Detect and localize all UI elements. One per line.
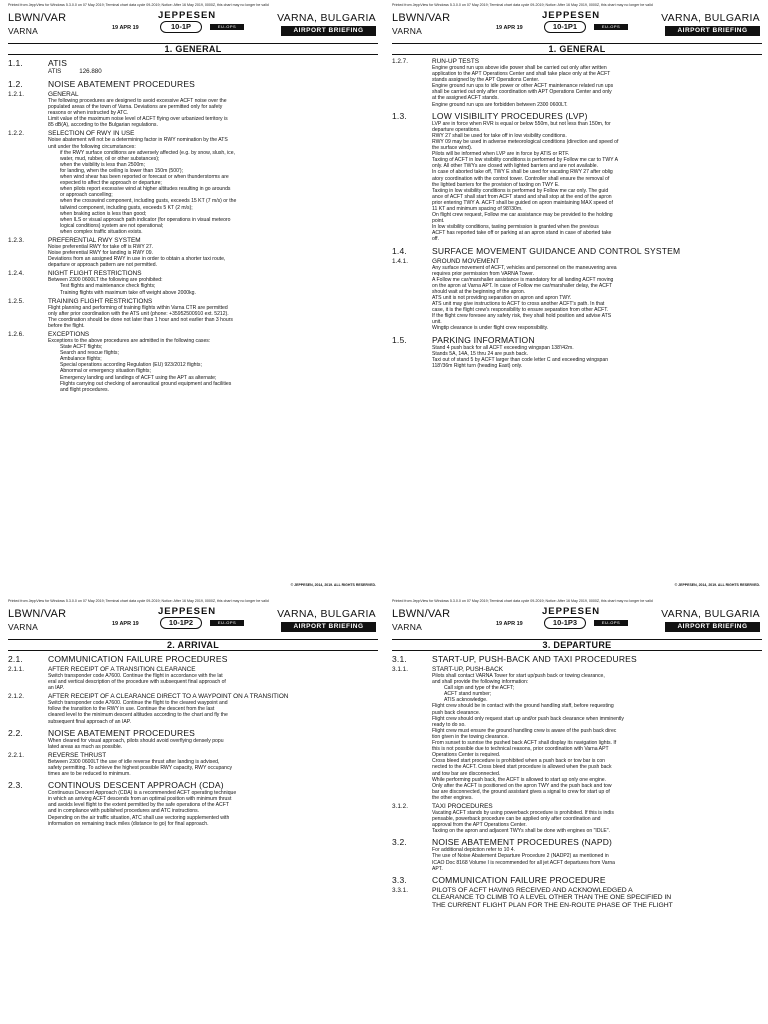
section-heading: 1.4. SURFACE MOVEMENT GUIDANCE AND CONTROL SYSTEM [392,245,681,256]
printed-note: Printed from JeppView for Windows 5.3.0.0 on 07 May 2019; Terminal chart data cycle 09-2019; Notice: After 16 May 2019, 0000Z, this chart may no longer be valid [392,599,653,603]
airport-briefing-label: AIRPORT BRIEFING [665,622,760,632]
chart-page-10-1P1 [392,3,762,590]
jeppesen-logo: JEPPESEN [158,606,217,617]
paragraph: Between 2300 0600LT the use of idle reverse thrust after landing is advised, safety permitting. To achieve the highest possible RWY capacity, RWY occupancy times are to be reduced to minimum. [48,758,233,778]
section-heading: 3.2. NOISE ABATEMENT PROCEDURES (NAPD) [392,837,613,848]
copyright: © JEPPESEN, 2014, 2019. ALL RIGHTS RESERVED. [674,583,760,587]
section-title: 2. ARRIVAL [8,639,378,651]
paragraph: Any surface movement of ACFT, vehicles and personnel on the maneuvering area requires prior permission from VARNA Tower. A Follow me car/marshaller assistance is mandatory for all landing ACFT moving on the apron at Varna APT. In case of Follow me car/marshaller delay, the ACFT should wait at the beginning of the apron. ATS unit is not providing separation on apron and apron TWY. ATS unit may give instructions to ACFT to cross another ACFT's path. In that case, it is the flight crew's responsibility to ensure separation from other ACFT. If the flight crew foresee any safety risk, they shall hold position and advise ATS unit. Wingtip clearance is under flight crew responsibility. [432,264,617,332]
airport-briefing-label: AIRPORT BRIEFING [281,622,376,632]
city-name: VARNA [8,26,39,36]
chart-header [8,605,378,639]
chart-date: 19 APR 19 [112,621,139,627]
section-title: 3. DEPARTURE [392,639,762,651]
bullet-list: State ACFT flights; Search and rescue flights; Ambulance flights; Special operations according Regulation (EU) 923/2012 flights; Abnormal or emergency situation flights; Emergency landing and landings of ACFT using the APT as alternate; Flights carrying out checking of aeronautical ground equipment and facilities and flight procedures. [60,344,232,393]
jeppesen-logo: JEPPESEN [158,10,217,21]
paragraph: Noise abatement will not be a determining factor in RWY nomination by the ATS unit under the following circumstances: [48,137,228,150]
paragraph: Exceptions to the above procedures are admitted in the following cases: [48,338,211,344]
section-heading: 3.1. START-UP, PUSH-BACK AND TAXI PROCEDURES [392,654,637,664]
chart-page-10-1P [8,3,378,590]
subsection-heading: 1.2.7. RUN-UP TESTS [392,58,479,65]
paragraph: For additional depiction refer to 10 4. [432,847,515,854]
printed-note: Printed from JeppView for Windows 5.3.0.0 on 07 May 2019; Terminal chart data cycle 09-2019; Notice: After 16 May 2019, 0000Z, this chart may no longer be valid [392,3,653,7]
eu-ops-logo: EU-OPS [210,24,244,30]
icao-code: LBWN/VAR [392,12,451,24]
section-heading: 3.3. COMMUNICATION FAILURE PROCEDURE [392,874,606,885]
paragraph: Flight crew should be in contact with the ground handling staff, before requesting push back clearance. Flight crew should only request start up and/or push back clearance when imminently ready to do so. Flight crew must ensure the ground handling crew is aware of the push back direc tion given in the towing clearance. From sunset to sunrise the pushed back ACFT shall display its navigation lights. If this is not possible due to technical reasons, prior coordination with Varna APT Operations Center is required. Cross bleed start procedure is prohibited when a push back or tow bar is con nected to the ACFT. Cross bleed start procedure is allowed when the push back and tow bar are disconnected. While performing push back, the ACFT is allowed to start up only one engine. Only after the ACFT is positioned on the apron TWY and the push back and tow bar are disconnected, the ground assistant gives a signal to crew for start up of the other engines. [432,703,624,801]
page-number: 10-1P1 [544,21,586,33]
bullet-list: Test flights and maintenance check flights; Training flights with maximum take off weight above 2000kg. [60,283,196,296]
section-heading: 1.1. ATIS [8,58,68,68]
section-heading: 1.5. PARKING INFORMATION [392,334,535,345]
chart-header [392,605,762,639]
printed-note: Printed from JeppView for Windows 5.3.0.0 on 07 May 2019; Terminal chart data cycle 09-2019; Notice: After 16 May 2019, 0000Z, this chart may no longer be valid [8,3,269,7]
paragraph: Engine ground run ups above idle power shall be carried out only after written application to the APT Operations Center and shall take place only at the ACFT stands assigned by the APT Operations Center. Engine ground run ups to idle power or other ACFT maintenance related run ups shall be carried out only after coordination with APT Operations Center and only at the assigned ACFT stands. Engine ground run ups are forbidden between 2300 0600LT. [432,65,614,108]
section-title: 1. GENERAL [8,43,378,55]
paragraph: Switch transponder code A7600. Continue the flight to the cleared waypoint and follow the transition to the RWY in use. Continue the descent from the last cleared level to the minimum descent altitudes according to the chart and fly the subsequent final approach of an IAP. [48,700,228,725]
airport-briefing-label: AIRPORT BRIEFING [281,26,376,36]
paragraph: Deviations from an assigned RWY in use in order to obtain a shorter taxi route, departure or approach pattern are not permitted. [48,256,226,269]
printed-note: Printed from JeppView for Windows 5.3.0.0 on 07 May 2019; Terminal chart data cycle 09-2019; Notice: After 16 May 2019, 0000Z, this chart may no longer be valid [8,599,269,603]
chart-page-10-1P3 [392,599,762,1024]
paragraph: Between 2300 0600LT the following are prohibited: [48,277,163,284]
subsection-heading: 2.1.2. AFTER RECEIPT OF A CLEARANCE DIRECT TO A WAYPOINT ON A TRANSITION [8,693,289,701]
subsection-heading: 3.1.2. TAXI PROCEDURES [392,802,493,810]
section-heading: 1.3. LOW VISIBILITY PROCEDURES (LVP) [392,110,588,121]
bullet-list: if the RWY surface conditions are adversely affected (e.g. by snow, slush, ice, water, mud, rubber, oil or other substances); when the visibility is less than 2500m; for landing, when the ceiling is lower than 150m (500'); when wind shear has been reported or forecast or when thunderstorms are expected to affect the approach or departure; when pilots report excessive wind at higher altitudes resulting in go arounds or approach cancelling; when the crosswind component, including gusts, exceeds 15 KT (7 m/s) or the tailwind component, including gusts, exceeds 5 KT (2 m/s); when braking action is less than good; when ILS or visual approach path indicator (for operations in visual meteoro logical conditions) system are not operational; when complex traffic situation exists. [60,149,237,235]
eu-ops-logo: EU-OPS [210,620,244,626]
page-number: 10-1P3 [544,617,586,629]
chart-page-10-1P2 [8,599,378,1024]
subsection-heading: 1.2.5. TRAINING FLIGHT RESTRICTIONS [8,297,153,305]
paragraph: Continuous Descent Approach (CDA) is a recommended ACFT operating technique in which an arriving ACFT descends from an optimal position with minimum thrust and avoids level flight to the extent permitted by the safe operations of the ACFT and in compliance with published procedures and ATC instructions. Depending on the air traffic situation, ATC shall use vectoring supplemented with information on remaining track miles (distance to go) for final approach. [48,790,237,827]
chart-date: 19 APR 19 [496,25,523,31]
subsection-heading: 1.2.3. PREFERENTIAL RWY SYSTEM [8,236,141,244]
eu-ops-logo: EU-OPS [594,24,628,30]
copyright: © JEPPESEN, 2014, 2019. ALL RIGHTS RESERVED. [290,583,376,587]
subsection-heading: 2.2.1. REVERSE THRUST [8,751,107,759]
paragraph: Stand 4 push back for all ACFT exceeding wingspan 138'/42m. Stands 5A, 14A, 15 thru 24 are push back. Taxi out of stand 5 by ACFT larger than code letter C and exceeding wingspan 118'/36m Right turn (heading East) only. [432,344,609,369]
place-name: VARNA, BULGARIA [277,12,376,24]
paragraph: When cleared for visual approach, pilots should avoid overflying densely popu lated areas as much as possible. [48,737,224,750]
jeppesen-logo: JEPPESEN [542,606,601,617]
paragraph: The following procedures are designed to avoid excessive ACFT noise over the populated areas of the town of Varna. Deviations are permitted only for safety reasons or when instructed by ATC. [48,98,227,117]
paragraph: Noise preferential RWY for take off is RWY 27. Noise preferential RWY for landing is RWY 09. [48,243,154,257]
paragraph: Pilots shall contact VARNA Tower for start up/push back or towing clearance, and shall provide the following information: [432,673,605,686]
subsection-heading: 1.2.2. SELECTION OF RWY IN USE [8,130,135,138]
place-name: VARNA, BULGARIA [661,608,760,620]
page-number: 10-1P [160,21,202,33]
city-name: VARNA [8,622,39,632]
jeppesen-logo: JEPPESEN [542,10,601,21]
atis-frequency: ATIS 126.880 [48,68,102,75]
airport-briefing-label: AIRPORT BRIEFING [665,26,760,36]
paragraph: Flight planning and performing of training flights within Varna CTR are permitted only after prior coordination with the ATS unit (phone: +35952500910 ext. 5212). The coordination should be done not later than 1 hour and not earlier than 3 hours before the flight. [48,304,233,329]
icao-code: LBWN/VAR [8,608,67,620]
city-name: VARNA [392,26,423,36]
paragraph: LVP are in force when RVR is equal or below 550m, but not less than 150m, for departure operations. RWY 27 shall be used for take off in low visibility conditions. RWY 09 may be used in adverse meteorological conditions (direction and speed of the surface wind). Pilots will be informed when LVP are in force by ATIS or RTF. Taxiing of ACFT in low visibility conditions is performed by Follow me car to TWY A only. All other TWYs are closed with lighted barriers and are not available. In case of aborted take off, TWY E shall be used for vacating RWY 27 after oblig atory coordination with the control tower. Controller shall ensure the removal of the lighted barriers for the provision of taxiing on TWY E. Taxiing in low visibility conditions is performed by Follow me car only. The guid ance of ACFT shall start from ACFT stand and shall stop at the end of the apron prior entering TWY A. ACFT shall be guided on apron maintaining MAX speed of 11 KT and minimum spacing of 98'/30m. On flight crew request, Follow me car assistance may be provided to the holding point. In low visibility conditions, taxiing permission is granted when the previous ACFT has reported take off or parking at an apron stand in case of aborted take off. [432,120,619,243]
bullet-list: Call sign and type of the ACFT; ACFT stand number; ATIS acknowledge. [444,685,514,704]
subsection-heading: 1.2.4. NIGHT FLIGHT RESTRICTIONS [8,270,142,278]
subsection-heading: 1.2.6. EXCEPTIONS [8,331,90,338]
section-heading: 2.3. CONTINOUS DESCENT APPROACH (CDA) [8,780,224,791]
subsection-heading: 3.1.1. START-UP, PUSH-BACK [392,666,504,673]
subsection-heading: 1.2.1. GENERAL [8,91,79,98]
section-heading: 2.2. NOISE ABATEMENT PROCEDURES [8,727,196,738]
chart-header [392,9,762,43]
eu-ops-logo: EU-OPS [594,620,628,626]
paragraph: Limit value of the maximum noise level of ACFT flying over urbanized territory is 85 dB(A), according to the Bulgarian regulations. [48,116,228,129]
page-number: 10-1P2 [160,617,202,629]
city-name: VARNA [392,622,423,632]
section-heading: 2.1. COMMUNICATION FAILURE PROCEDURES [8,654,228,664]
section-heading: 1.2. NOISE ABATEMENT PROCEDURES [8,79,196,89]
subsection-heading: 1.4.1. GROUND MOVEMENT [392,257,500,265]
paragraph: The use of Noise Abatement Departure Procedure 2 (NADP2) as mentioned in ICAO Doc 8168 Volume I is recommended for all jet ACFT departures from Varna APT. [432,853,615,872]
subsection-heading: 2.1.1. AFTER RECEIPT OF A TRANSITION CLEARANCE [8,666,196,673]
chart-date: 19 APR 19 [112,25,139,31]
chart-date: 19 APR 19 [496,621,523,627]
paragraph: Vacating ACFT stands by using powerback procedure is prohibited. If this is indis pensable, powerback procedure can be applied only after coordination and approval from the APT Operations Center. Taxiing on the apron and adjacent TWYs shall be done with engines on "IDLE". [432,809,614,835]
icao-code: LBWN/VAR [8,12,67,24]
chart-header [8,9,378,43]
place-name: VARNA, BULGARIA [661,12,760,24]
paragraph: Switch transponder code A7600. Continue the flight in accordance with the lat eral and vertical description of the procedure with subsequent final approach of an IAP. [48,673,226,692]
place-name: VARNA, BULGARIA [277,608,376,620]
section-title: 1. GENERAL [392,43,762,55]
subsection-heading: 3.3.1. PILOTS OF ACFT HAVING RECEIVED AND ACKNOWLEDGED A CLEARANCE TO CLIMB TO A LEVEL OTHER THAN THE ONE SPECIFIED IN THE CURRENT FLIGHT PLAN FOR THE EN-ROUTE PHASE OF THE FLIGHT [392,886,673,909]
icao-code: LBWN/VAR [392,608,451,620]
